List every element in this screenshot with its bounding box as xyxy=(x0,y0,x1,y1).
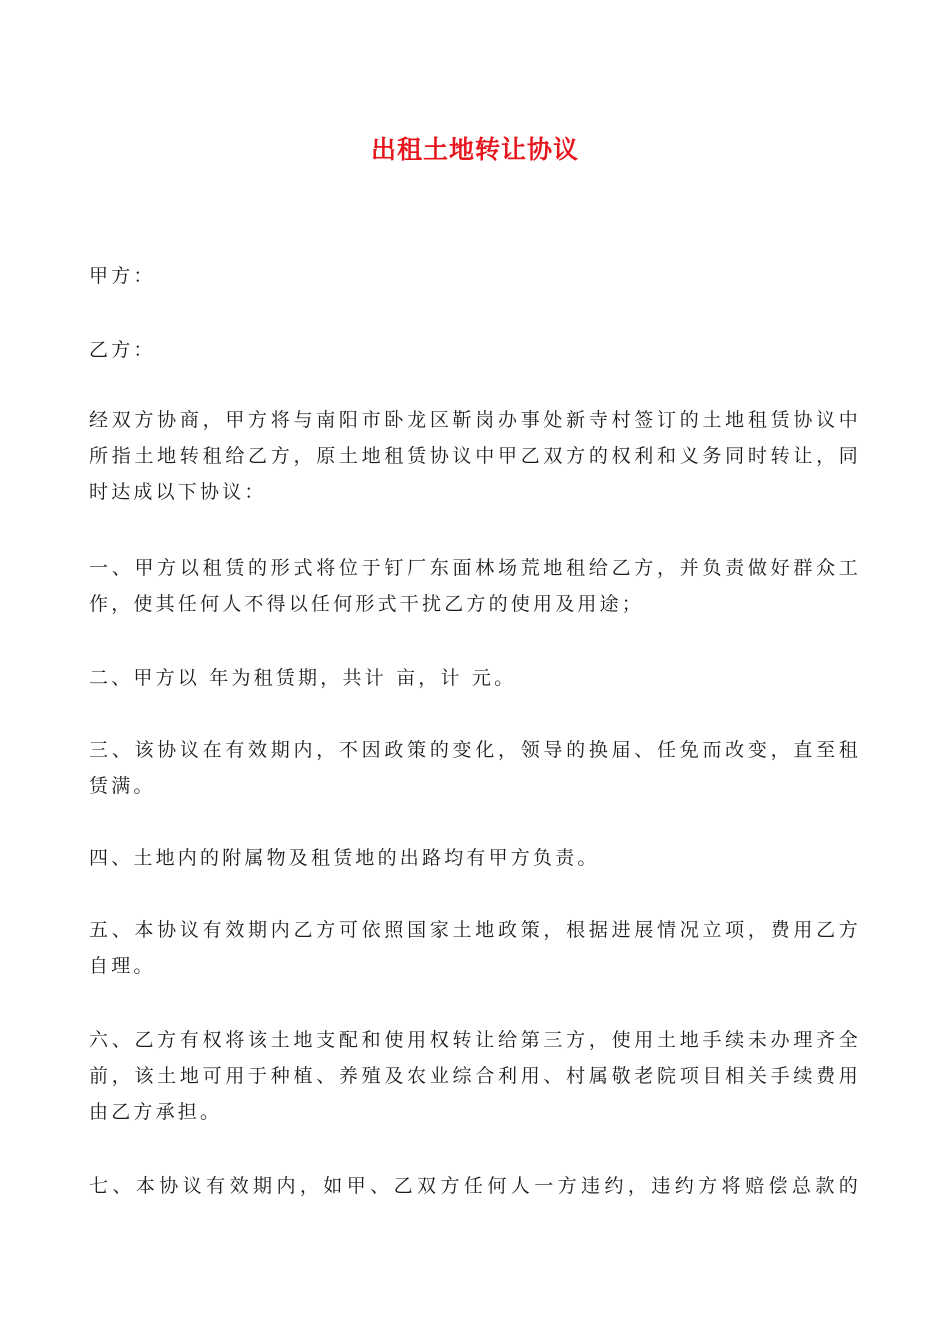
clause-3-line-2: 赁满。 xyxy=(89,775,156,797)
party-a-line: 甲方： xyxy=(89,265,156,287)
clause-6-line-3: 由乙方承担。 xyxy=(89,1101,223,1123)
clause-4-line-1: 四、土地内的附属物及租赁地的出路均有甲方负责。 xyxy=(89,847,600,869)
clause-1-paragraph xyxy=(89,550,861,622)
party-b-line: 乙方： xyxy=(89,339,156,361)
party-a-label xyxy=(89,258,861,294)
clause-7-paragraph xyxy=(89,1168,861,1204)
clause-1-line-2: 作，使其任何人不得以任何形式干扰乙方的使用及用途； xyxy=(89,593,645,615)
party-b-label xyxy=(89,332,861,368)
clause-5-paragraph xyxy=(89,912,861,984)
clause-5-line-2: 自理。 xyxy=(89,955,156,977)
clause-6-paragraph xyxy=(89,1022,861,1130)
intro-line-1: 经双方协商，甲方将与南阳市卧龙区靳岗办事处新寺村签订的土地租赁协议中 xyxy=(89,409,861,431)
clause-6-line-2: 前，该土地可用于种植、养殖及农业综合利用、村属敬老院项目相关手续费用 xyxy=(89,1065,861,1087)
clause-1-line-1: 一、甲方以租赁的形式将位于钉厂东面林场荒地租给乙方，并负责做好群众工 xyxy=(89,557,861,579)
clause-2-line-1: 二、甲方以 年为租赁期，共计 亩，计 元。 xyxy=(89,667,517,689)
clause-3-line-1: 三、该协议在有效期内，不因政策的变化，领导的换届、任免而改变，直至租 xyxy=(89,739,861,761)
intro-line-2: 所指土地转租给乙方，原土地租赁协议中甲乙双方的权利和义务同时转让，同 xyxy=(89,445,861,467)
clause-4-paragraph xyxy=(89,840,861,876)
clause-3-paragraph xyxy=(89,732,861,804)
clause-7-line-1: 七、本协议有效期内，如甲、乙双方任何人一方违约，违约方将赔偿总款的 xyxy=(89,1175,861,1197)
document-title: 出租土地转让协议 xyxy=(370,135,579,164)
intro-paragraph xyxy=(89,402,861,510)
clause-2-paragraph xyxy=(89,660,861,696)
intro-line-3: 时达成以下协议： xyxy=(89,481,267,503)
clause-6-line-1: 六、乙方有权将该土地支配和使用权转让给第三方，使用土地手续未办理齐全 xyxy=(89,1029,861,1051)
clause-5-line-1: 五、本协议有效期内乙方可依照国家土地政策，根据进展情况立项，费用乙方 xyxy=(89,919,861,941)
